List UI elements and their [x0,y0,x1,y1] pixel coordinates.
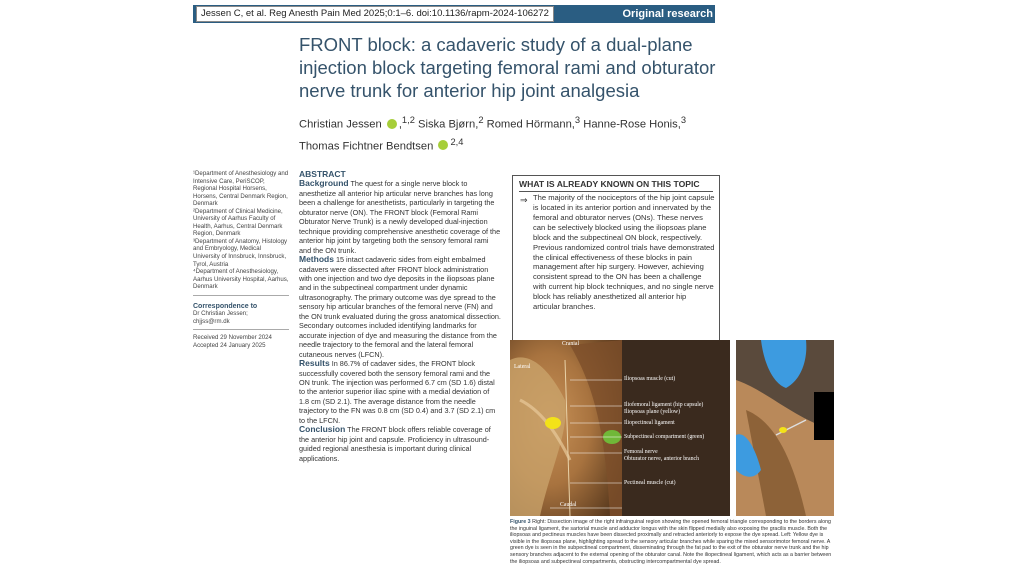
results-heading: Results [299,358,330,369]
abstract [299,170,501,463]
label-femoral-nerve: Femoral nerve [624,449,658,455]
known-box-text: The majority of the nociceptors of the hip joint capsule is located in its anterior portion and innervated by the femoral and obturator nerves (ONs). These nerves can be selectively blocked using the iliopsoas plane block and the subpectineal ON block, respectively. Previous randomized control trials have demonstrated the clinical effectiveness of these blocks in pain management after hip surgery. However, achieving consistent spread to the ON has been a challenge with current hip block techniques, and no single nerve block has reliably anesthetized all anterior hip articular branches. [533,193,715,312]
author-affil-sup: 2,4 [450,136,464,147]
author-affil-sup: 3 [680,115,687,125]
affiliations [193,170,289,349]
affiliation: ²Department of Clinical Medicine, University of Aarhus Faculty of Health, Aarhus, Central Denmark Region, Denmark [193,207,283,238]
citation[interactable]: Jessen C, et al. Reg Anesth Pain Med 2025;0:1–6. doi:10.1136/rapm-2024-106272 [196,6,554,22]
dissection-image-left-side [736,340,834,516]
conclusion-text: The FRONT block offers reliable coverage of the anterior hip joint and capsule. Proficiency in ultrasound-guided regional anesthesia is important during clinical applications. [299,425,491,463]
label-iliopsoas: Iliopsoas muscle (cut) [624,376,676,382]
author-name[interactable]: Christian Jessen [299,118,382,131]
abstract-results [299,359,501,425]
dissection-photo [510,340,730,516]
divider [519,191,713,192]
caption-text: Right: Dissection image of the right infrainguinal region showing the opened femoral triangle corresponding to the borders along the inguinal ligament, the sartorial muscle and adductor longus with the skin flipped medially also exposing the gracilis muscle. Both the iliopsoas and pectineus muscles have been dissected proximally and retracted anteriorly to expose the dye spread. Left: Yellow dye is visible in the iliopsoas plane, highlighting spread to the sensory articular branches while sparing the mixed sensorimotor femoral nerve. A green dye is seen in the subpectineal compartment, disseminating through the fat pad to the exit of the obturator nerve trunk and the hip sensory branches adjacent to the external opening of the obturator canal. Note the iliopectineal ligament, which acts as a barrier between the iliopsoas and subpectineal compartments, obstructing intercompartmental dye spread. [510,519,832,565]
background-heading: Background [299,178,349,189]
label-subpectineal: Subpectineal compartment (green) [624,434,705,440]
background-text: The quest for a single nerve block to anesthetize all anterior hip articular nerve branches has long been a challenge for anesthetists, particularly in targeting the obturator nerve (ON). The FRONT block (Femoral Rami Obturator Nerve Trunk) is a newly developed dual-injection technique providing comprehensive anesthetic coverage of the anterior hip joint by targeting both the sensory femoral rami and the ON trunk. [299,179,501,255]
orcid-icon[interactable] [438,140,448,150]
affiliation: ³Department of Anatomy, Histology and Embryology, Medical University of Innsbruck, Innsbruck, Tyrol, Austria [193,237,288,268]
correspondence-name: Dr Christian Jessen; [193,310,248,318]
correspondence-title: Correspondence to [193,302,258,310]
label-iliopsoas-plane: Iliopsoas plane (yellow) [624,409,681,415]
known-box-title: WHAT IS ALREADY KNOWN ON THIS TOPIC [519,179,700,189]
divider [193,295,289,296]
injection-photo [736,340,834,516]
author-name[interactable]: Thomas Fichtner Bendtsen [299,140,434,153]
divider [193,329,289,330]
affiliation: ¹Department of Anesthesiology and Intensive Care, PeriSCOP, Regional Hospital Horsens, Horsens, Central Denmark Region, Denmark [193,170,289,208]
label-pectineal: Pectineal muscle (cut) [624,480,676,486]
label-caudal: Caudal [560,502,577,508]
affiliation: ⁴Department of Anesthesiology, Aarhus University Hospital, Aarhus, Denmark [193,268,289,291]
label-cranial: Cranial [562,341,580,347]
section-label: Original research [622,8,713,20]
figure-number: Figure 3 [510,519,531,525]
methods-heading: Methods [299,254,334,265]
author-list: Christian Jessen ,$^{1,2}$ Siska Bjørn,$^2$ Romed Hörmann,$^3$ Hanne-Rose Honis,$^3$ Thomas Fichtner Bendtsen $^{2,4}$ [299,115,687,153]
author-name[interactable]: Siska Bjørn, [418,118,479,131]
abstract-heading: ABSTRACT [299,169,346,179]
author-affil-sup: 1,2 [401,115,415,125]
label-iliofemoral: Iliofemoral ligament (hip capsule) [624,402,704,408]
author-affil-sup: 2 [478,115,484,125]
label-iliopectineal: Iliopectineal ligament [624,420,675,426]
abstract-conclusion [299,425,501,463]
abstract-methods [299,255,501,359]
label-obturator-nerve: Obturator nerve, anterior branch [624,456,700,462]
author-name[interactable]: Romed Hörmann, [486,118,575,131]
conclusion-heading: Conclusion [299,424,346,435]
received-date: Received 29 November 2024 [193,334,272,342]
arrow-icon: ⇒ [520,195,528,205]
abstract-background [299,179,501,255]
accepted-date: Accepted 24 January 2025 [193,341,266,349]
author-affil-sup: 3 [574,115,581,125]
label-lateral: Lateral [514,364,531,370]
dissection-image-right-side [510,340,730,516]
results-text: In 86.7% of cadaver sides, the FRONT block successfully covered both the sensory femoral rami and the ON trunk. The injection was performed 6.7 cm (SD 1.6) distal to the anterior superior iliac spine with a medial deviation of 1.8 cm (SD 2.1). The average distance from the needle trajectory to the FN was 0.8 cm (SD 0.4) and 3.7 (SD 2.1) cm to the LFCN. [299,359,496,425]
article-title: FRONT block: a cadaveric study of a dual-plane injection block targeting femoral rami and obturator nerve trunk for anterior hip joint analgesia [299,34,716,101]
correspondence-email[interactable]: chjjss@rm.dk [193,317,230,325]
known-topic-box [512,175,720,342]
author-name[interactable]: Hanne-Rose Honis, [583,118,681,131]
figure-caption [510,519,834,565]
methods-text: 15 intact cadaveric sides from eight embalmed cadavers were dissected after FRONT block administration with one injection and two dye deposits in the iliopsoas plane and in the subpectineal compartment under dynamic ultrasonography. The primary outcome was dye spread to the sensory hip articular branches of the femoral nerve (FN) and the ON trunk evaluated during the gross anatomical dissection. Secondary outcomes included identifying landmarks for accurate injection of dye and measuring the distance from the needle trajectory to the femoral and the lateral femoral cutaneous nerves (LFCN). [299,255,501,359]
orcid-icon[interactable] [387,119,397,129]
